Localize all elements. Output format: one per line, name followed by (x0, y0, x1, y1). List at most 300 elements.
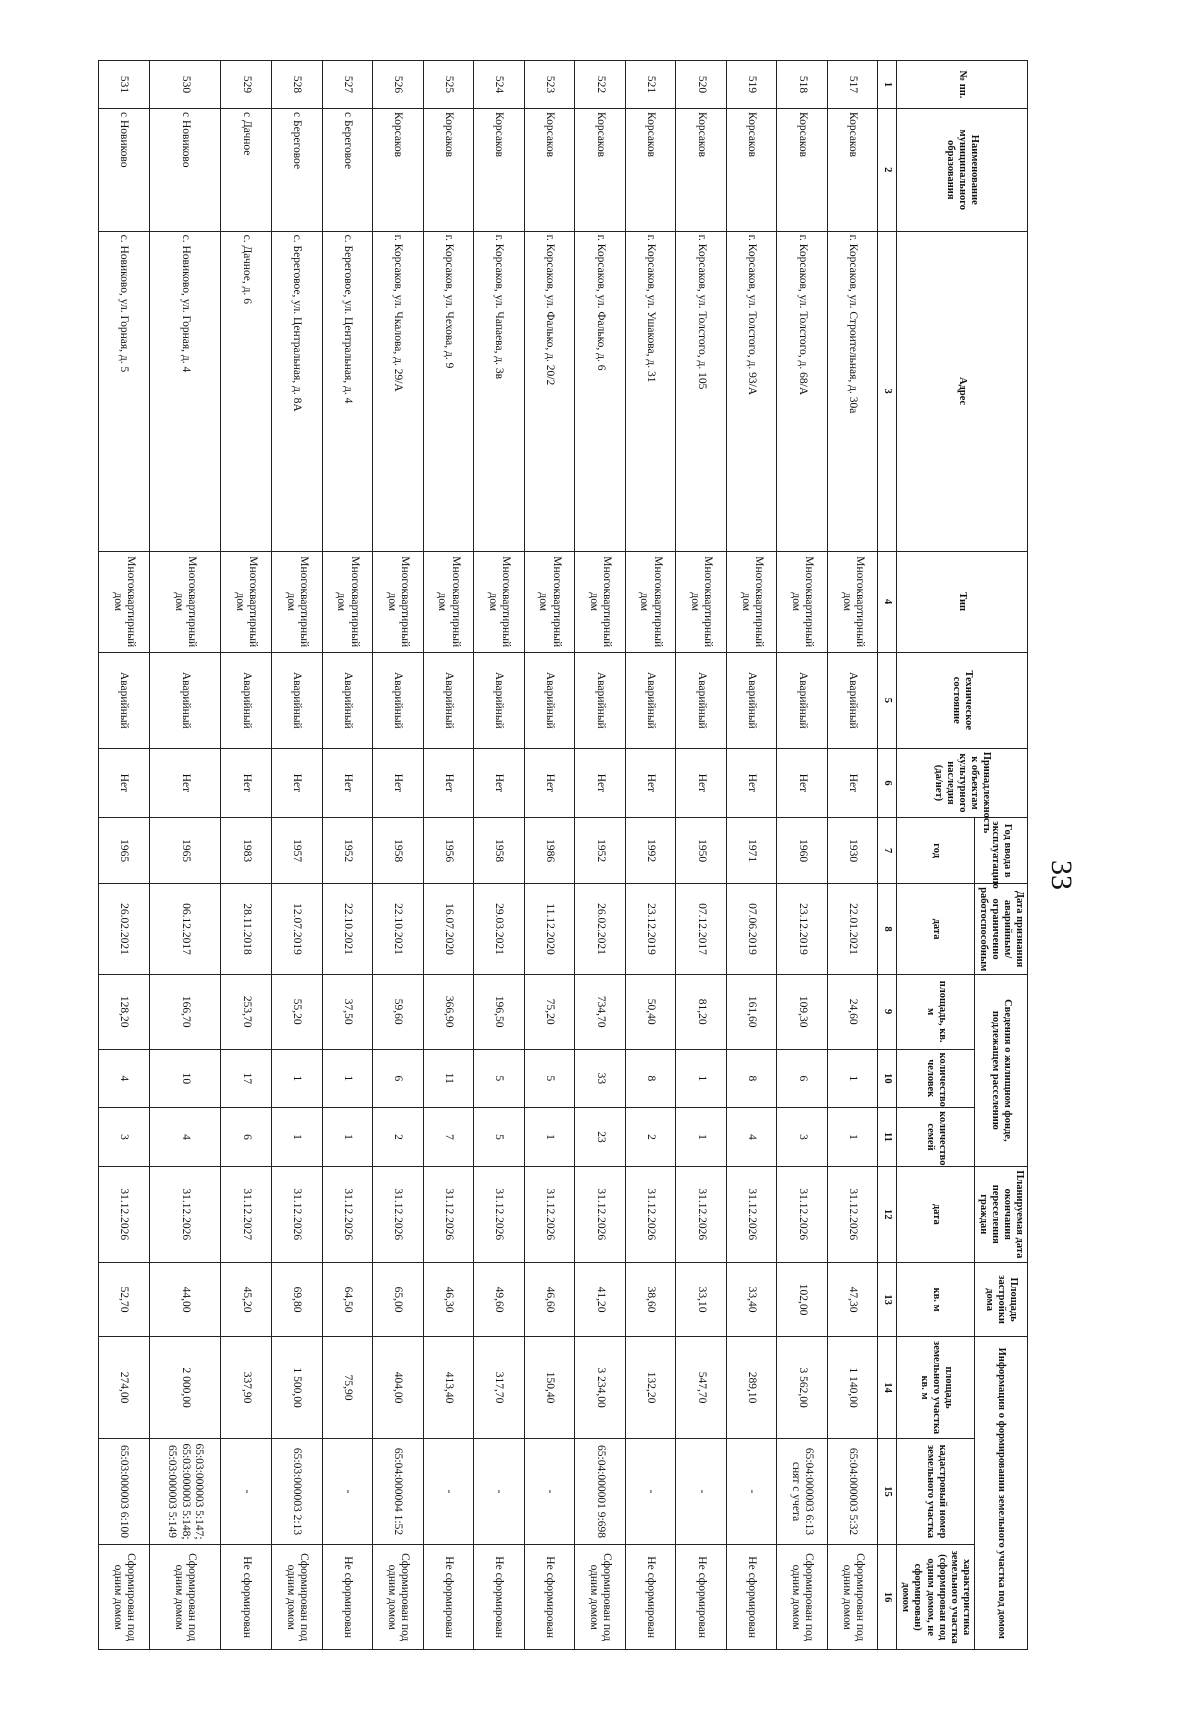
row-number-cell: 531 (99, 61, 150, 109)
technical-condition-cell: Аварийный (575, 652, 626, 748)
land-characteristic-cell: Сформирован под одним домом (272, 1545, 323, 1650)
table-row (221, 61, 272, 1650)
emergency-date-cell: 06.12.2017 (149, 884, 221, 975)
planned-date-cell: 31.12.2026 (777, 1166, 828, 1262)
cadastral-number-cell: 65:03:000003 5:147; 65:03:000003 5:148; 65:03:000003 5:149 (149, 1438, 221, 1545)
municipality-cell: Корсаков (676, 108, 727, 231)
table-row (575, 61, 626, 1650)
cadastral-number-cell: - (524, 1438, 575, 1545)
table-row (777, 61, 828, 1650)
people-count-cell: 17 (221, 1049, 272, 1108)
cadastral-number-cell: 65:03:000003 2:13 (272, 1438, 323, 1545)
land-area-cell: 3 562,00 (777, 1337, 828, 1438)
emergency-date-cell: 12.07.2019 (272, 884, 323, 975)
column-number: 1 (878, 61, 897, 109)
land-characteristic-cell: Сформирован под одним домом (99, 1545, 150, 1650)
building-type-cell: Многоквартирный дом (575, 551, 626, 652)
commission-year-cell: 1950 (676, 818, 727, 884)
header-cultural: Принадлежность к объектам культурного наследия (да/нет) (897, 748, 1028, 817)
address-cell: г. Корсаков, ул. Чапаева, д. 3в (474, 231, 525, 551)
table-row (149, 61, 221, 1650)
land-area-cell: 1 140,00 (827, 1337, 878, 1438)
cadastral-number-cell: 65:04:000004 1:52 (373, 1438, 424, 1545)
municipality-cell: с Береговое (322, 108, 373, 231)
planned-date-cell: 31.12.2026 (423, 1166, 474, 1262)
address-cell: с. Новиково, ул. Горная, д. 4 (149, 231, 221, 551)
municipality-cell: с Новиково (149, 108, 221, 231)
planned-date-cell: 31.12.2026 (474, 1166, 525, 1262)
cadastral-number-cell: - (474, 1438, 525, 1545)
cadastral-number-cell: 65:03:000003 6:100 (99, 1438, 150, 1545)
table-row (524, 61, 575, 1650)
commission-year-cell: 1960 (777, 818, 828, 884)
people-count-cell: 5 (524, 1049, 575, 1108)
planned-date-cell: 31.12.2026 (827, 1166, 878, 1262)
column-number: 9 (878, 974, 897, 1049)
row-number-cell: 530 (149, 61, 221, 109)
header-housing-group: Сведения о жилищном фонде, подлежащем расселению (974, 974, 1027, 1166)
people-count-cell: 8 (625, 1049, 676, 1108)
cadastral-number-cell: - (625, 1438, 676, 1545)
living-area-cell: 196,50 (474, 974, 525, 1049)
header-municipality: Наименование муниципального образования (897, 108, 1028, 231)
building-type-cell: Многоквартирный дом (423, 551, 474, 652)
living-area-cell: 734,70 (575, 974, 626, 1049)
people-count-cell: 1 (322, 1049, 373, 1108)
family-count-cell: 1 (272, 1108, 323, 1167)
living-area-cell: 50,40 (625, 974, 676, 1049)
technical-condition-cell: Аварийный (221, 652, 272, 748)
family-count-cell: 7 (423, 1108, 474, 1167)
row-number-cell: 528 (272, 61, 323, 109)
built-area-cell: 49,60 (474, 1262, 525, 1337)
land-area-cell: 274,00 (99, 1337, 150, 1438)
cultural-heritage-cell: Нет (149, 748, 221, 817)
row-number-cell: 524 (474, 61, 525, 109)
emergency-date-cell: 26.02.2021 (575, 884, 626, 975)
living-area-cell: 366,90 (423, 974, 474, 1049)
planned-date-cell: 31.12.2026 (322, 1166, 373, 1262)
header-land-char-label: характеристика земельного участка (сформирован под одним домом, не сформирован) (912, 1550, 972, 1644)
family-count-cell: 2 (373, 1108, 424, 1167)
technical-condition-cell: Аварийный (272, 652, 323, 748)
building-type-cell: Многоквартирный дом (322, 551, 373, 652)
cultural-heritage-cell: Нет (625, 748, 676, 817)
column-number: 13 (878, 1262, 897, 1337)
land-area-cell: 2 000,00 (149, 1337, 221, 1438)
emergency-date-cell: 07.12.2017 (676, 884, 727, 975)
land-area-cell: 150,40 (524, 1337, 575, 1438)
cultural-heritage-cell: Нет (272, 748, 323, 817)
cultural-heritage-cell: Нет (99, 748, 150, 817)
land-characteristic-cell: Сформирован под одним домом (777, 1545, 828, 1650)
technical-condition-cell: Аварийный (726, 652, 777, 748)
technical-condition-cell: Аварийный (322, 652, 373, 748)
cadastral-number-cell: 65:04:000003 5:32 (827, 1438, 878, 1545)
land-characteristic-cell: Не сформирован (625, 1545, 676, 1650)
cultural-heritage-cell: Нет (524, 748, 575, 817)
people-count-cell: 1 (272, 1049, 323, 1108)
technical-condition-cell: Аварийный (373, 652, 424, 748)
planned-date-cell: 31.12.2026 (676, 1166, 727, 1262)
people-count-cell: 10 (149, 1049, 221, 1108)
municipality-cell: Корсаков (474, 108, 525, 231)
header-type: Тип (897, 551, 1028, 652)
address-cell: г. Корсаков, ул. Ушакова, д. 31 (625, 231, 676, 551)
address-cell: г. Корсаков, ул. Толстого, д. 93/А (726, 231, 777, 551)
commission-year-cell: 1958 (474, 818, 525, 884)
built-area-cell: 69,80 (272, 1262, 323, 1337)
land-characteristic-cell: Не сформирован (221, 1545, 272, 1650)
cultural-heritage-cell: Нет (676, 748, 727, 817)
row-number-cell: 518 (777, 61, 828, 109)
address-cell: г. Корсаков, ул. Строительная, д. 30а (827, 231, 878, 551)
building-type-cell: Многоквартирный дом (373, 551, 424, 652)
municipality-cell: с Дачное (221, 108, 272, 231)
land-characteristic-cell: Сформирован под одним домом (149, 1545, 221, 1650)
commission-year-cell: 1971 (726, 818, 777, 884)
cultural-heritage-cell: Нет (373, 748, 424, 817)
header-plan-date-sub: дата (897, 1166, 974, 1262)
address-cell: с. Береговое, ул. Центральная, д. 8А (272, 231, 323, 551)
people-count-cell: 5 (474, 1049, 525, 1108)
land-characteristic-cell: Сформирован под одним домом (373, 1545, 424, 1650)
column-number: 14 (878, 1337, 897, 1438)
commission-year-cell: 1983 (221, 818, 272, 884)
row-number-cell: 517 (827, 61, 878, 109)
header-families-sub: количество семей (897, 1108, 974, 1167)
built-area-cell: 33,10 (676, 1262, 727, 1337)
commission-year-cell: 1965 (149, 818, 221, 884)
planned-date-cell: 31.12.2026 (575, 1166, 626, 1262)
emergency-date-cell: 29.03.2021 (474, 884, 525, 975)
land-area-cell: 3 234,00 (575, 1337, 626, 1438)
building-type-cell: Многоквартирный дом (149, 551, 221, 652)
planned-date-cell: 31.12.2026 (625, 1166, 676, 1262)
header-land-char-sub: домом (900, 1582, 912, 1612)
header-built-area: Площадь застройки дома (974, 1262, 1027, 1337)
technical-condition-cell: Аварийный (777, 652, 828, 748)
building-type-cell: Многоквартирный дом (676, 551, 727, 652)
row-number-cell: 523 (524, 61, 575, 109)
building-type-cell: Многоквартирный дом (777, 551, 828, 652)
living-area-cell: 166,70 (149, 974, 221, 1049)
address-cell: с. Дачное, д. 6 (221, 231, 272, 551)
family-count-cell: 1 (676, 1108, 727, 1167)
header-address: Адрес (897, 231, 1028, 551)
cadastral-number-cell: - (676, 1438, 727, 1545)
emergency-date-cell: 22.10.2021 (373, 884, 424, 975)
family-count-cell: 23 (575, 1108, 626, 1167)
table-row (373, 61, 424, 1650)
cultural-heritage-cell: Нет (474, 748, 525, 817)
municipality-cell: Корсаков (373, 108, 424, 231)
emergency-date-cell: 26.02.2021 (99, 884, 150, 975)
header-land-char (897, 1545, 974, 1650)
technical-condition-cell: Аварийный (676, 652, 727, 748)
table-row (676, 61, 727, 1650)
column-number: 15 (878, 1438, 897, 1545)
cultural-heritage-cell: Нет (777, 748, 828, 817)
column-number-row (878, 61, 897, 1650)
family-count-cell: 2 (625, 1108, 676, 1167)
address-cell: г. Корсаков, ул. Толстого, д. 68/А (777, 231, 828, 551)
built-area-cell: 46,30 (423, 1262, 474, 1337)
built-area-cell: 33,40 (726, 1262, 777, 1337)
cultural-heritage-cell: Нет (827, 748, 878, 817)
planned-date-cell: 31.12.2026 (726, 1166, 777, 1262)
family-count-cell: 4 (149, 1108, 221, 1167)
table-row (423, 61, 474, 1650)
commission-year-cell: 1986 (524, 818, 575, 884)
technical-condition-cell: Аварийный (99, 652, 150, 748)
column-number: 6 (878, 748, 897, 817)
commission-year-cell: 1952 (575, 818, 626, 884)
address-cell: с. Новиково, ул. Горная, д. 5 (99, 231, 150, 551)
technical-condition-cell: Аварийный (423, 652, 474, 748)
municipality-cell: Корсаков (777, 108, 828, 231)
municipality-cell: с Новиково (99, 108, 150, 231)
building-type-cell: Многоквартирный дом (99, 551, 150, 652)
living-area-cell: 253,70 (221, 974, 272, 1049)
row-number-cell: 519 (726, 61, 777, 109)
building-type-cell: Многоквартирный дом (625, 551, 676, 652)
living-area-cell: 59,60 (373, 974, 424, 1049)
column-number: 16 (878, 1545, 897, 1650)
technical-condition-cell: Аварийный (827, 652, 878, 748)
land-area-cell: 317,70 (474, 1337, 525, 1438)
built-area-cell: 41,20 (575, 1262, 626, 1337)
header-people-sub: количество человек (897, 1049, 974, 1108)
planned-date-cell: 31.12.2026 (149, 1166, 221, 1262)
table-row (474, 61, 525, 1650)
land-characteristic-cell: Не сформирован (726, 1545, 777, 1650)
row-number-cell: 525 (423, 61, 474, 109)
built-area-cell: 64,50 (322, 1262, 373, 1337)
built-area-cell: 46,60 (524, 1262, 575, 1337)
column-number: 12 (878, 1166, 897, 1262)
header-land-area (897, 1337, 974, 1438)
table-row (272, 61, 323, 1650)
living-area-cell: 128,20 (99, 974, 150, 1049)
living-area-cell: 37,50 (322, 974, 373, 1049)
page-number: 33 (1045, 860, 1078, 890)
municipality-cell: с Береговое (272, 108, 323, 231)
commission-year-cell: 1930 (827, 818, 878, 884)
table-row (726, 61, 777, 1650)
commission-year-cell: 1965 (99, 818, 150, 884)
people-count-cell: 1 (676, 1049, 727, 1108)
land-characteristic-cell: Не сформирован (423, 1545, 474, 1650)
cultural-heritage-cell: Нет (575, 748, 626, 817)
built-area-cell: 102,00 (777, 1262, 828, 1337)
header-cadastral: кадастровый номер земельного участка (897, 1438, 974, 1545)
family-count-cell: 6 (221, 1108, 272, 1167)
land-area-cell: 1 500,00 (272, 1337, 323, 1438)
emergency-date-cell: 07.06.2019 (726, 884, 777, 975)
address-cell: с. Береговое, ул. Центральная, д. 4 (322, 231, 373, 551)
land-area-cell: 547,70 (676, 1337, 727, 1438)
people-count-cell: 6 (373, 1049, 424, 1108)
building-type-cell: Многоквартирный дом (524, 551, 575, 652)
emergency-date-cell: 11.12.2020 (524, 884, 575, 975)
header-date-sub: дата (897, 884, 974, 975)
land-area-cell: 132,20 (625, 1337, 676, 1438)
planned-date-cell: 31.12.2027 (221, 1166, 272, 1262)
address-cell: г. Корсаков, ул. Фалько, д. 20/2 (524, 231, 575, 551)
cultural-heritage-cell: Нет (322, 748, 373, 817)
address-cell: г. Корсаков, ул. Чкалова, д. 29/А (373, 231, 424, 551)
cultural-heritage-cell: Нет (221, 748, 272, 817)
commission-year-cell: 1992 (625, 818, 676, 884)
people-count-cell: 1 (827, 1049, 878, 1108)
cadastral-number-cell: - (221, 1438, 272, 1545)
built-area-cell: 65,00 (373, 1262, 424, 1337)
land-area-cell: 337,90 (221, 1337, 272, 1438)
building-type-cell: Многоквартирный дом (272, 551, 323, 652)
living-area-cell: 75,20 (524, 974, 575, 1049)
commission-year-cell: 1952 (322, 818, 373, 884)
technical-condition-cell: Аварийный (474, 652, 525, 748)
planned-date-cell: 31.12.2026 (524, 1166, 575, 1262)
municipality-cell: Корсаков (827, 108, 878, 231)
built-area-cell: 52,70 (99, 1262, 150, 1337)
commission-year-cell: 1956 (423, 818, 474, 884)
emergency-date-cell: 23.12.2019 (777, 884, 828, 975)
header-plan-date: Планируемая дата окончания переселения граждан (974, 1166, 1027, 1262)
header-condition: Техническое состояние (897, 652, 1028, 748)
land-area-cell: 75,90 (322, 1337, 373, 1438)
commission-year-cell: 1957 (272, 818, 323, 884)
emergency-date-cell: 22.10.2021 (322, 884, 373, 975)
family-count-cell: 3 (99, 1108, 150, 1167)
land-area-cell: 289,10 (726, 1337, 777, 1438)
building-type-cell: Многоквартирный дом (474, 551, 525, 652)
column-number: 5 (878, 652, 897, 748)
row-number-cell: 526 (373, 61, 424, 109)
people-count-cell: 6 (777, 1049, 828, 1108)
address-cell: г. Корсаков, ул. Толстого, д. 105 (676, 231, 727, 551)
column-number: 2 (878, 108, 897, 231)
column-number: 11 (878, 1108, 897, 1167)
living-area-cell: 24,60 (827, 974, 878, 1049)
header-land-area-unit: кв. м (918, 1375, 930, 1400)
cadastral-number-cell: - (423, 1438, 474, 1545)
row-number-cell: 520 (676, 61, 727, 109)
built-area-cell: 47,30 (827, 1262, 878, 1337)
people-count-cell: 33 (575, 1049, 626, 1108)
column-number: 7 (878, 818, 897, 884)
header-year: Год ввода в эксплуатацию (974, 818, 1027, 884)
family-count-cell: 1 (524, 1108, 575, 1167)
housing-table (98, 60, 1028, 1650)
land-characteristic-cell: Сформирован под одним домом (575, 1545, 626, 1650)
emergency-date-cell: 23.12.2019 (625, 884, 676, 975)
table-row (827, 61, 878, 1650)
emergency-date-cell: 22.01.2021 (827, 884, 878, 975)
row-number-cell: 522 (575, 61, 626, 109)
cadastral-number-cell: - (726, 1438, 777, 1545)
header-land-area-label: площадь земельного участка (930, 1340, 954, 1435)
header-row-1 (974, 61, 1027, 1650)
land-characteristic-cell: Сформирован под одним домом (827, 1545, 878, 1650)
planned-date-cell: 31.12.2026 (373, 1166, 424, 1262)
header-built-area-sub: кв. м (897, 1262, 974, 1337)
housing-table-wrapper (98, 60, 1028, 1650)
table-body (99, 61, 878, 1650)
header-year-sub: год (897, 818, 974, 884)
family-count-cell: 5 (474, 1108, 525, 1167)
header-emergency-date: Дата признания аварийным/ограниченно работоспособным (974, 884, 1027, 975)
family-count-cell: 1 (827, 1108, 878, 1167)
building-type-cell: Многоквартирный дом (827, 551, 878, 652)
land-area-cell: 413,40 (423, 1337, 474, 1438)
header-land-group: Информация о формировании земельного участка под домом (974, 1337, 1027, 1650)
commission-year-cell: 1958 (373, 818, 424, 884)
column-number: 8 (878, 884, 897, 975)
planned-date-cell: 31.12.2026 (99, 1166, 150, 1262)
living-area-cell: 109,30 (777, 974, 828, 1049)
municipality-cell: Корсаков (423, 108, 474, 231)
technical-condition-cell: Аварийный (524, 652, 575, 748)
column-number: 3 (878, 231, 897, 551)
planned-date-cell: 31.12.2026 (272, 1166, 323, 1262)
header-num: № пп. (897, 61, 1028, 109)
family-count-cell: 1 (322, 1108, 373, 1167)
cultural-heritage-cell: Нет (423, 748, 474, 817)
people-count-cell: 4 (99, 1049, 150, 1108)
family-count-cell: 4 (726, 1108, 777, 1167)
land-characteristic-cell: Не сформирован (676, 1545, 727, 1650)
living-area-cell: 81,20 (676, 974, 727, 1049)
emergency-date-cell: 28.11.2018 (221, 884, 272, 975)
building-type-cell: Многоквартирный дом (221, 551, 272, 652)
land-characteristic-cell: Не сформирован (474, 1545, 525, 1650)
municipality-cell: Корсаков (575, 108, 626, 231)
technical-condition-cell: Аварийный (625, 652, 676, 748)
column-number: 4 (878, 551, 897, 652)
cadastral-number-cell: - (322, 1438, 373, 1545)
emergency-date-cell: 16.07.2020 (423, 884, 474, 975)
people-count-cell: 8 (726, 1049, 777, 1108)
built-area-cell: 38,60 (625, 1262, 676, 1337)
land-area-cell: 404,00 (373, 1337, 424, 1438)
cultural-heritage-cell: Нет (726, 748, 777, 817)
built-area-cell: 44,00 (149, 1262, 221, 1337)
technical-condition-cell: Аварийный (149, 652, 221, 748)
building-type-cell: Многоквартирный дом (726, 551, 777, 652)
people-count-cell: 11 (423, 1049, 474, 1108)
table-row (625, 61, 676, 1650)
row-number-cell: 521 (625, 61, 676, 109)
land-characteristic-cell: Не сформирован (322, 1545, 373, 1650)
header-area-sub: площадь, кв. м (897, 974, 974, 1049)
table-row (99, 61, 150, 1650)
address-cell: г. Корсаков, ул. Чехова, д. 9 (423, 231, 474, 551)
built-area-cell: 45,20 (221, 1262, 272, 1337)
municipality-cell: Корсаков (524, 108, 575, 231)
municipality-cell: Корсаков (726, 108, 777, 231)
land-characteristic-cell: Не сформирован (524, 1545, 575, 1650)
municipality-cell: Корсаков (625, 108, 676, 231)
column-number: 10 (878, 1049, 897, 1108)
living-area-cell: 161,60 (726, 974, 777, 1049)
row-number-cell: 527 (322, 61, 373, 109)
address-cell: г. Корсаков, ул. Фалько, д. 6 (575, 231, 626, 551)
cadastral-number-cell: 65:04:000001 9:698 (575, 1438, 626, 1545)
living-area-cell: 55,20 (272, 974, 323, 1049)
table-row (322, 61, 373, 1650)
